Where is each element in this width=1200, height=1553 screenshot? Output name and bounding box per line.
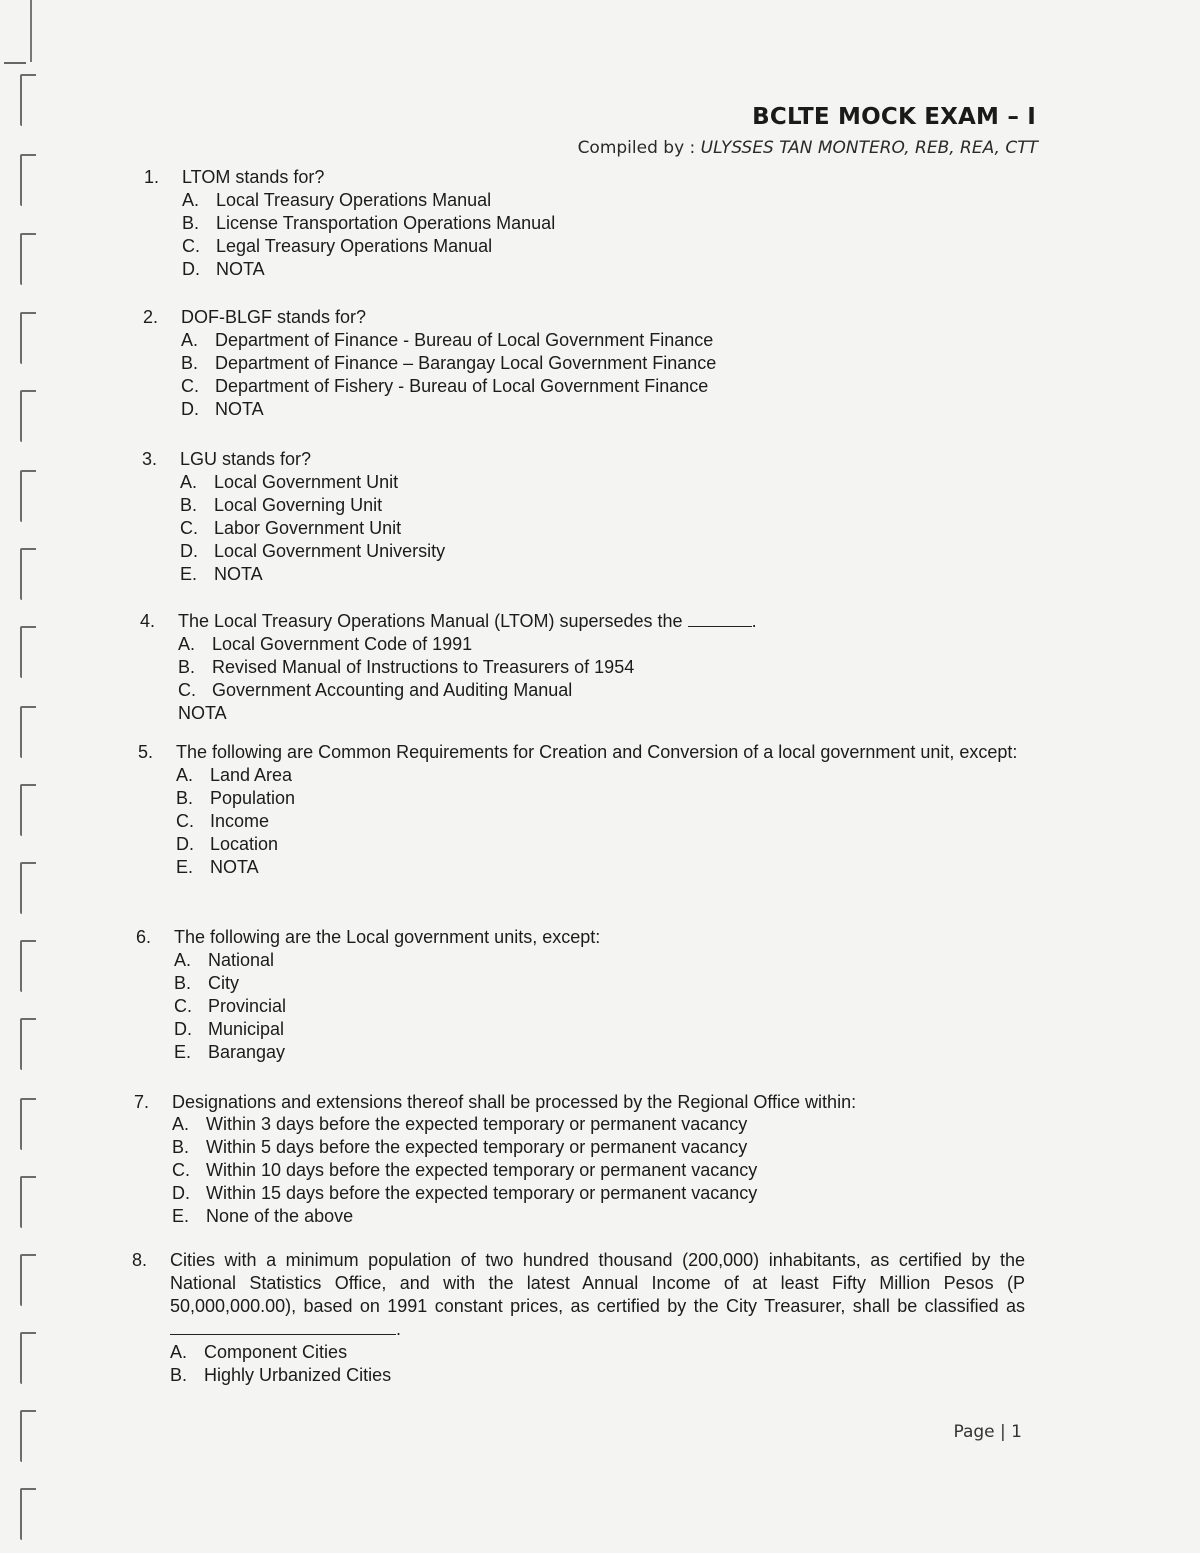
option-text: Component Cities [204,1342,348,1362]
option-text: National [208,950,275,970]
compiled-by [578,138,1038,158]
option-letter: A. [172,1114,190,1134]
option-text: Government Accounting and Auditing Manual [212,680,573,700]
binding-hole [20,548,36,600]
page-number: Page | 1 [953,1422,1022,1442]
option-e [180,563,445,586]
option-letter: D. [174,1019,192,1039]
option-b [181,352,716,375]
option-letter: D. [180,541,198,561]
option-text: Provincial [208,996,287,1016]
option-text: Location [210,834,279,854]
option-e [176,856,1031,879]
question-text-line [178,610,757,633]
question-5 [138,741,1031,879]
question-text-end: . [396,1319,402,1339]
option-a [181,329,716,352]
question-text: The following are Common Requirements for Creation and Conversion of a local government unit, except: [176,742,1018,762]
option-d [172,1182,856,1205]
option-c [181,375,716,398]
option-letter: D. [172,1183,190,1203]
binding-hole [20,1098,36,1150]
option-a [176,764,1031,787]
option-extra: NOTA [178,703,227,723]
option-text: Income [210,811,270,831]
binding-hole [20,312,36,364]
option-letter: A. [176,765,194,785]
option-a [180,471,445,494]
question-4 [140,610,757,725]
option-letter: E. [174,1042,192,1062]
option-text: Legal Treasury Operations Manual [216,236,493,256]
binding-hole [20,940,36,992]
option-b [172,1136,856,1159]
question-text: The Local Treasury Operations Manual (LTOM) supersedes the [178,611,683,631]
option-letter: C. [182,236,200,256]
option-text: Local Governing Unit [214,495,383,515]
option-letter: B. [174,973,192,993]
compiler-name: ULYSSES TAN MONTERO, REB, REA, CTT [700,138,1038,158]
option-text: None of the above [206,1206,354,1226]
question-2 [143,306,717,421]
question-6 [136,926,601,1064]
binding-hole [20,154,36,206]
question-text: DOF-BLGF stands for? [181,307,367,327]
binding-hole [20,233,36,285]
option-letter: A. [174,950,192,970]
exam-title: BCLTE MOCK EXAM – I [752,104,1036,130]
option-letter: B. [178,657,196,677]
option-letter: B. [172,1137,190,1157]
option-d [176,833,1031,856]
binding-hole [20,706,36,758]
question-number: 8. [132,1250,148,1270]
option-letter: C. [181,376,199,396]
option-text: Land Area [210,765,293,785]
question-3 [142,448,446,586]
option-text: Labor Government Unit [214,518,402,538]
option-letter: D. [176,834,194,854]
option-letter: C. [176,811,194,831]
question-text-line [170,1249,1025,1341]
answer-blank [170,1319,396,1335]
binding-holes [14,60,44,1540]
option-c [176,810,1031,833]
option-letter: D. [182,259,200,279]
option-text: Department of Finance - Bureau of Local Government Finance [215,330,714,350]
binding-hole [20,74,36,126]
binding-hole [20,1018,36,1070]
option-text: Revised Manual of Instructions to Treasurers of 1954 [212,657,635,677]
option-b [182,212,555,235]
option-c [182,235,555,258]
compiled-label: Compiled by : [577,138,701,158]
option-text: License Transportation Operations Manual [216,213,556,233]
question-number: 4. [140,611,156,631]
binding-hole [20,1488,36,1540]
option-letter: A. [180,472,198,492]
option-text: Local Treasury Operations Manual [216,190,492,210]
option-c [180,517,445,540]
option-a [182,189,555,212]
option-a [174,949,600,972]
option-e [174,1041,600,1064]
binding-hole [20,390,36,442]
option-letter: C. [180,518,198,538]
option-a [170,1341,1025,1364]
option-a [172,1113,856,1136]
option-letter: E. [176,857,194,877]
option-text: NOTA [214,564,263,584]
option-letter: B. [180,495,198,515]
question-number: 2. [143,307,159,327]
option-letter: C. [172,1160,190,1180]
question-number: 7. [134,1092,150,1112]
question-number: 6. [136,927,152,947]
option-letter: B. [182,213,200,233]
option-e [172,1205,856,1228]
option-text: Within 15 days before the expected temporary or permanent vacancy [206,1183,758,1203]
option-text: Department of Finance – Barangay Local Government Finance [215,353,717,373]
option-text: Within 5 days before the expected temporary or permanent vacancy [206,1137,748,1157]
option-text: Within 3 days before the expected temporary or permanent vacancy [206,1114,748,1134]
question-text: LTOM stands for? [182,167,325,187]
option-b [176,787,1031,810]
binding-hole [20,1254,36,1306]
question-number: 3. [142,449,158,469]
question-8 [132,1249,1025,1387]
scan-edge-mark [4,62,26,64]
option-text: NOTA [215,399,264,419]
option-d [174,1018,600,1041]
option-text: NOTA [216,259,265,279]
option-letter: E. [172,1206,190,1226]
option-letter: C. [174,996,192,1016]
option-text: Population [210,788,296,808]
option-b [174,972,600,995]
option-c [174,995,600,1018]
option-c [178,679,757,702]
option-text: Barangay [208,1042,286,1062]
option-text: Department of Fishery - Bureau of Local Government Finance [215,376,709,396]
option-letter: B. [170,1365,188,1385]
question-text: The following are the Local government units, except: [174,927,601,947]
option-a [178,633,757,656]
binding-hole [20,470,36,522]
option-d [180,540,445,563]
question-number: 1. [144,167,160,187]
option-letter: A. [182,190,200,210]
question-text: Designations and extensions thereof shall be processed by the Regional Office within: [172,1092,857,1112]
option-text: Municipal [208,1019,285,1039]
question-text: LGU stands for? [180,449,312,469]
option-text: Local Government Unit [214,472,399,492]
binding-hole [20,862,36,914]
binding-hole [20,1332,36,1384]
binding-hole [20,1410,36,1462]
option-text: Local Government Code of 1991 [212,634,473,654]
option-text: Highly Urbanized Cities [204,1365,392,1385]
option-text: Within 10 days before the expected temporary or permanent vacancy [206,1160,758,1180]
binding-hole [20,1176,36,1228]
option-letter: D. [181,399,199,419]
option-c [172,1159,856,1182]
scan-edge-mark [30,0,32,62]
option-letter: A. [170,1342,188,1362]
binding-hole [20,626,36,678]
option-letter: B. [176,788,194,808]
binding-hole [20,784,36,836]
option-text: Local Government University [214,541,446,561]
question-1 [144,166,556,281]
question-text-end: . [751,611,757,631]
option-d [181,398,716,421]
option-text: NOTA [210,857,259,877]
option-letter: A. [178,634,196,654]
option-d [182,258,555,281]
option-b [180,494,445,517]
question-7 [134,1091,857,1228]
answer-blank [688,611,752,627]
option-letter: E. [180,564,198,584]
option-letter: A. [181,330,199,350]
option-letter: B. [181,353,199,373]
option-letter: C. [178,680,196,700]
option-b [170,1364,1025,1387]
question-text: Cities with a minimum population of two hundred thousand (200,000) inhabitants, as certified by the National Statistics Office, and with the latest Annual Income of at least Fifty Million Pesos (P 50,000,000.00), based on 1991 constant prices, as certified by the City Treasurer, shall be classified as [170,1250,1025,1316]
question-number: 5. [138,742,154,762]
option-b [178,656,757,679]
option-text: City [208,973,239,993]
